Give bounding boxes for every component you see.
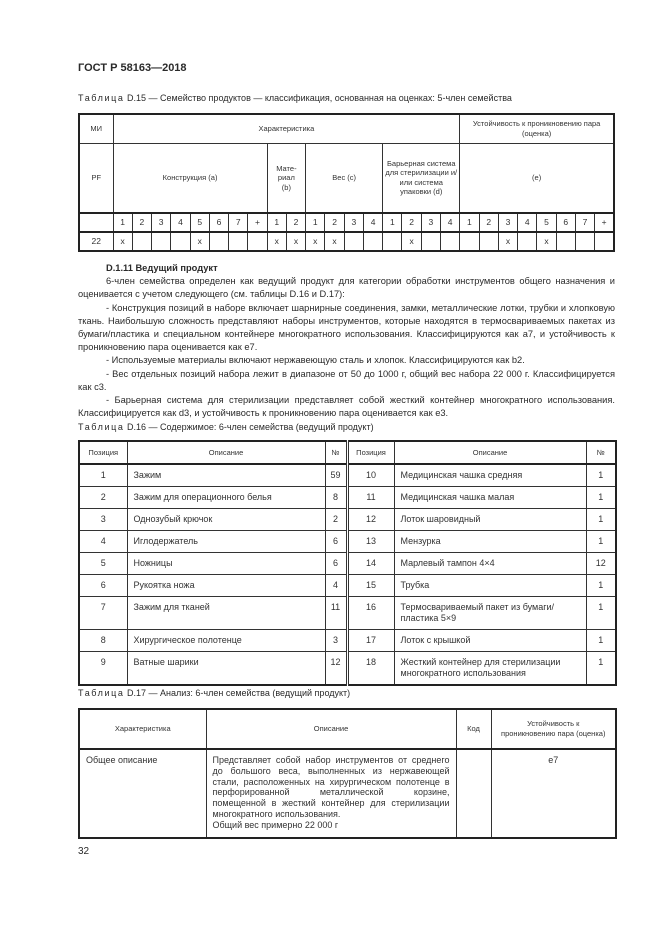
row-id: 22 xyxy=(79,232,113,251)
grade-number: 5 xyxy=(190,213,209,232)
weight-text: Общий вес примерно 22 000 г xyxy=(212,819,339,830)
header-number: № xyxy=(325,441,347,464)
grade-number: 3 xyxy=(421,213,440,232)
grade-cell xyxy=(383,232,402,251)
position-cell: 9 xyxy=(79,652,127,686)
quantity-cell: 12 xyxy=(586,553,616,575)
grade-cell: x xyxy=(267,232,286,251)
grade-number: + xyxy=(595,213,614,232)
paragraph: - Барьерная система для стерилизации представляет собой жесткий контейнер многократного использования. Классифицируется как d3, и устойчивость к проникновению пара оценивается как e3. xyxy=(78,395,615,419)
cell-rating: e7 xyxy=(491,749,616,838)
position-cell: 18 xyxy=(347,652,394,686)
grade-cell xyxy=(209,232,228,251)
grade-cell xyxy=(229,232,248,251)
grade-number: + xyxy=(248,213,267,232)
empty-cell xyxy=(79,213,113,232)
paragraph: - Используемые материалы включают нержавеющую сталь и хлопок. Классифицируются как b2. xyxy=(106,355,525,366)
grade-cell xyxy=(248,232,267,251)
description-cell: Ватные шарики xyxy=(127,652,325,686)
description-cell: Зажим xyxy=(127,464,325,487)
cell-code xyxy=(456,749,491,838)
position-cell: 6 xyxy=(79,575,127,597)
quantity-cell: 1 xyxy=(586,597,616,630)
group-e: (e) xyxy=(460,143,614,213)
caption-word: Таблица xyxy=(78,422,125,432)
caption-text: D.15 — Семейство продуктов — классификация, основанная на оценках: 5-член семейства xyxy=(127,93,512,103)
table-d16 xyxy=(78,440,617,686)
table-row xyxy=(79,652,616,686)
grade-number: 4 xyxy=(363,213,382,232)
header-position: Позиция xyxy=(79,441,127,464)
grade-number: 7 xyxy=(575,213,594,232)
position-cell: 12 xyxy=(347,509,394,531)
table-d15 xyxy=(78,113,615,252)
grade-cell xyxy=(575,232,594,251)
grade-cell xyxy=(460,232,479,251)
description-cell: Зажим для операционного белья xyxy=(127,487,325,509)
quantity-cell: 1 xyxy=(586,575,616,597)
quantity-cell: 6 xyxy=(325,553,347,575)
description-cell: Термосвариваемый пакет из бумаги/пластика 5×9 xyxy=(394,597,586,630)
grade-number: 3 xyxy=(344,213,363,232)
quantity-cell: 1 xyxy=(586,630,616,652)
grade-cell xyxy=(171,232,190,251)
grade-number: 2 xyxy=(132,213,151,232)
grade-cell xyxy=(441,232,460,251)
quantity-cell: 6 xyxy=(325,531,347,553)
description-cell: Медицинская чашка малая xyxy=(394,487,586,509)
description-cell: Зажим для тканей xyxy=(127,597,325,630)
quantity-cell: 1 xyxy=(586,531,616,553)
grade-cell: x xyxy=(537,232,556,251)
grade-cell: x xyxy=(325,232,344,251)
paragraph: - Вес отдельных позиций набора лежит в диапазоне от 50 до 1000 г, общий вес набора 22 000 г. Классифицируется как c3. xyxy=(78,368,615,392)
cell-description xyxy=(206,749,456,838)
table-row xyxy=(79,597,616,630)
description-cell: Медицинская чашка средняя xyxy=(394,464,586,487)
quantity-cell: 1 xyxy=(586,464,616,487)
caption-word: Таблица xyxy=(78,93,125,103)
col-characteristic: Характеристика xyxy=(113,114,460,143)
position-cell: 5 xyxy=(79,553,127,575)
position-cell: 7 xyxy=(79,597,127,630)
caption-text: D.17 — Анализ: 6-член семейства (ведущий продукт) xyxy=(127,688,351,698)
table-row xyxy=(79,509,616,531)
group-material: Мате-риал (b) xyxy=(267,143,306,213)
page-number: 32 xyxy=(78,846,90,857)
quantity-cell: 1 xyxy=(586,509,616,531)
table-row xyxy=(79,575,616,597)
grade-cell: x xyxy=(306,232,325,251)
description-cell: Лоток шаровидный xyxy=(394,509,586,531)
position-cell: 16 xyxy=(347,597,394,630)
col-pf: PF xyxy=(79,143,113,213)
grade-cell xyxy=(421,232,440,251)
table-row xyxy=(79,630,616,652)
table-row xyxy=(79,487,616,509)
grade-cell xyxy=(152,232,171,251)
header-description: Описание xyxy=(127,441,325,464)
paragraph: 6-член семейства определен как ведущий продукт для категории обработки инструментов общего назначения и оценивается с учетом следующего (см. таблицы D.16 и D.17): xyxy=(78,276,615,300)
quantity-cell: 4 xyxy=(325,575,347,597)
grade-number: 6 xyxy=(556,213,575,232)
paragraph: - Конструкция позиций в наборе включает шарнирные соединения, замки, металлические лотки, трубки и хлопковую ткань. Наибольшую сложность представляют наборы инструментов, которые находятся в термосвариваемых пакетах из бумаги/пластика и специальном контейнере многократного использования. Классифицируются как a7, и устойчивость к проникновению пара оценивается как e7. xyxy=(78,302,615,353)
position-cell: 4 xyxy=(79,531,127,553)
caption-text: D.16 — Содержимое: 6-член семейства (ведущий продукт) xyxy=(127,422,374,432)
grade-number: 1 xyxy=(306,213,325,232)
document-header: ГОСТ Р 58163—2018 xyxy=(78,62,187,74)
group-construction: Конструкция (a) xyxy=(113,143,267,213)
position-cell: 2 xyxy=(79,487,127,509)
quantity-cell: 2 xyxy=(325,509,347,531)
position-cell: 17 xyxy=(347,630,394,652)
position-cell: 13 xyxy=(347,531,394,553)
grade-number: 2 xyxy=(479,213,498,232)
quantity-cell: 12 xyxy=(325,652,347,686)
header-number: № xyxy=(586,441,616,464)
grade-number: 1 xyxy=(113,213,132,232)
description-cell: Трубка xyxy=(394,575,586,597)
grade-cell xyxy=(518,232,537,251)
table-d15-caption xyxy=(78,93,512,103)
group-weight: Вес (c) xyxy=(306,143,383,213)
grade-number: 1 xyxy=(460,213,479,232)
description-text: Представляет собой набор инструментов от среднего до большого веса, выполненных из нержавеющей стали, расположенных на хирургическом полотенце в перфорированной металлической корзине, помещенной в жесткий контейнер для стерилизации многократного использования. xyxy=(212,755,450,819)
grade-cell: x xyxy=(286,232,305,251)
position-cell: 15 xyxy=(347,575,394,597)
grade-number: 3 xyxy=(498,213,517,232)
table-row xyxy=(79,553,616,575)
table-d16-caption xyxy=(78,422,374,432)
group-barrier: Барьерная система для стерилизации и/или система упаковки (d) xyxy=(383,143,460,213)
table-d17 xyxy=(78,708,617,839)
grade-number: 6 xyxy=(209,213,228,232)
header-position: Позиция xyxy=(347,441,394,464)
quantity-cell: 3 xyxy=(325,630,347,652)
quantity-cell: 1 xyxy=(586,487,616,509)
description-cell: Лоток с крышкой xyxy=(394,630,586,652)
grade-number: 2 xyxy=(286,213,305,232)
table-d17-caption xyxy=(78,688,350,698)
grade-cell xyxy=(595,232,614,251)
grade-number: 7 xyxy=(229,213,248,232)
col-mi: МИ xyxy=(79,114,113,143)
caption-word: Таблица xyxy=(78,688,125,698)
grade-cell xyxy=(556,232,575,251)
description-cell: Иглодержатель xyxy=(127,531,325,553)
grade-number: 3 xyxy=(152,213,171,232)
header-characteristic: Характеристика xyxy=(79,709,206,749)
grade-number: 5 xyxy=(537,213,556,232)
position-cell: 11 xyxy=(347,487,394,509)
header-code: Код xyxy=(456,709,491,749)
grade-cell xyxy=(479,232,498,251)
quantity-cell: 11 xyxy=(325,597,347,630)
header-resistance: Устойчивость к проникновению пара (оценка) xyxy=(491,709,616,749)
description-cell: Рукоятка ножа xyxy=(127,575,325,597)
cell-characteristic: Общее описание xyxy=(79,749,206,838)
grade-cell xyxy=(132,232,151,251)
grade-cell: x xyxy=(113,232,132,251)
grade-cell: x xyxy=(402,232,421,251)
grade-number: 2 xyxy=(402,213,421,232)
header-description: Описание xyxy=(206,709,456,749)
position-cell: 10 xyxy=(347,464,394,487)
grade-cell xyxy=(344,232,363,251)
description-cell: Марлевый тампон 4×4 xyxy=(394,553,586,575)
grade-number: 2 xyxy=(325,213,344,232)
grade-number: 1 xyxy=(267,213,286,232)
description-cell: Хирургическое полотенце xyxy=(127,630,325,652)
section-title: D.1.11 Ведущий продукт xyxy=(106,263,218,273)
section-d1-11 xyxy=(78,262,615,420)
position-cell: 1 xyxy=(79,464,127,487)
position-cell: 3 xyxy=(79,509,127,531)
table-row xyxy=(79,531,616,553)
quantity-cell: 1 xyxy=(586,652,616,686)
description-cell: Жесткий контейнер для стерилизации многократного использования xyxy=(394,652,586,686)
position-cell: 14 xyxy=(347,553,394,575)
quantity-cell: 59 xyxy=(325,464,347,487)
quantity-cell: 8 xyxy=(325,487,347,509)
header-description: Описание xyxy=(394,441,586,464)
grade-cell: x xyxy=(498,232,517,251)
description-cell: Ножницы xyxy=(127,553,325,575)
grade-cell xyxy=(363,232,382,251)
grade-cell: x xyxy=(190,232,209,251)
grade-number: 4 xyxy=(441,213,460,232)
grade-number: 4 xyxy=(171,213,190,232)
table-row xyxy=(79,464,616,487)
grade-number: 4 xyxy=(518,213,537,232)
description-cell: Однозубый крючок xyxy=(127,509,325,531)
grade-number: 1 xyxy=(383,213,402,232)
position-cell: 8 xyxy=(79,630,127,652)
description-cell: Мензурка xyxy=(394,531,586,553)
col-resistance: Устойчивость к проникновению пара (оценка) xyxy=(460,114,614,143)
